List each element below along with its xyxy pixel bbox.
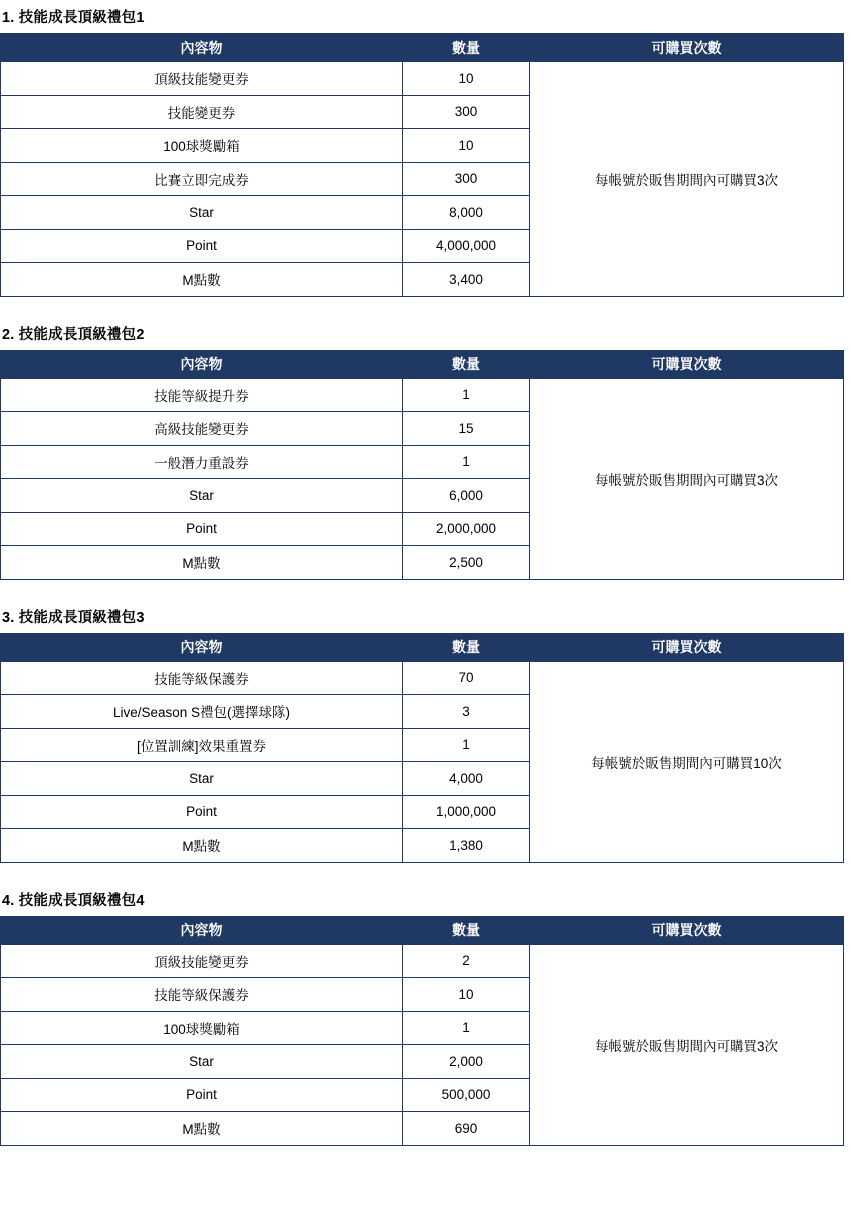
section-title: 2. 技能成長頂級禮包2 bbox=[2, 326, 145, 343]
cell-item: [位置訓練]效果重置券 bbox=[1, 728, 403, 762]
cell-quantity: 1 bbox=[403, 728, 530, 762]
cell-quantity: 690 bbox=[403, 1112, 530, 1146]
cell-quantity: 3 bbox=[403, 695, 530, 729]
column-header: 內容物 bbox=[1, 633, 403, 661]
column-header: 可購買次數 bbox=[530, 34, 844, 62]
cell-quantity: 10 bbox=[403, 978, 530, 1012]
cell-item: M點數 bbox=[1, 1112, 403, 1146]
column-header: 內容物 bbox=[1, 916, 403, 944]
cell-item: 100球獎勵箱 bbox=[1, 1011, 403, 1045]
cell-item: M點數 bbox=[1, 263, 403, 297]
cell-purchase-limit: 每帳號於販售期間內可購買3次 bbox=[530, 62, 844, 297]
cell-quantity: 3,400 bbox=[403, 263, 530, 297]
cell-item: Star bbox=[1, 479, 403, 513]
section-title: 4. 技能成長頂級禮包4 bbox=[2, 892, 145, 909]
cell-item: 技能等級保護券 bbox=[1, 661, 403, 695]
cell-quantity: 4,000 bbox=[403, 762, 530, 796]
cell-item: Point bbox=[1, 1078, 403, 1112]
cell-item: 技能等級提升券 bbox=[1, 378, 403, 412]
gift-pack-section bbox=[0, 6, 850, 297]
cell-purchase-limit: 每帳號於販售期間內可購買3次 bbox=[530, 378, 844, 579]
cell-quantity: 1,380 bbox=[403, 829, 530, 863]
column-header: 內容物 bbox=[1, 34, 403, 62]
cell-quantity: 500,000 bbox=[403, 1078, 530, 1112]
column-header: 可購買次數 bbox=[530, 633, 844, 661]
cell-item: 高級技能變更券 bbox=[1, 412, 403, 446]
cell-quantity: 8,000 bbox=[403, 196, 530, 230]
cell-purchase-limit: 每帳號於販售期間內可購買10次 bbox=[530, 661, 844, 862]
cell-item: Star bbox=[1, 762, 403, 796]
cell-item: M點數 bbox=[1, 829, 403, 863]
table-header-row bbox=[1, 350, 844, 378]
table-row bbox=[1, 944, 844, 978]
cell-quantity: 10 bbox=[403, 129, 530, 163]
cell-quantity: 300 bbox=[403, 162, 530, 196]
cell-item: Point bbox=[1, 512, 403, 546]
cell-item: M點數 bbox=[1, 546, 403, 580]
cell-item: Star bbox=[1, 1045, 403, 1079]
cell-item: Point bbox=[1, 229, 403, 263]
table-row bbox=[1, 378, 844, 412]
column-header: 數量 bbox=[403, 34, 530, 62]
gift-pack-section bbox=[0, 606, 850, 863]
cell-item: 100球獎勵箱 bbox=[1, 129, 403, 163]
gift-pack-table bbox=[0, 633, 844, 863]
column-header: 內容物 bbox=[1, 350, 403, 378]
column-header: 可購買次數 bbox=[530, 350, 844, 378]
cell-quantity: 1 bbox=[403, 378, 530, 412]
cell-quantity: 1 bbox=[403, 1011, 530, 1045]
cell-item: Star bbox=[1, 196, 403, 230]
gift-pack-table bbox=[0, 33, 844, 297]
gift-pack-section bbox=[0, 889, 850, 1146]
table-row bbox=[1, 661, 844, 695]
section-title: 1. 技能成長頂級禮包1 bbox=[2, 10, 145, 26]
table-row bbox=[1, 62, 844, 96]
cell-item: 技能等級保護券 bbox=[1, 978, 403, 1012]
cell-quantity: 2 bbox=[403, 944, 530, 978]
cell-quantity: 2,500 bbox=[403, 546, 530, 580]
column-header: 數量 bbox=[403, 916, 530, 944]
cell-item: 比賽立即完成券 bbox=[1, 162, 403, 196]
cell-quantity: 2,000,000 bbox=[403, 512, 530, 546]
cell-quantity: 4,000,000 bbox=[403, 229, 530, 263]
cell-item: 技能變更券 bbox=[1, 95, 403, 129]
section-title: 3. 技能成長頂級禮包3 bbox=[2, 609, 145, 626]
cell-item: Live/Season S禮包(選擇球隊) bbox=[1, 695, 403, 729]
cell-quantity: 300 bbox=[403, 95, 530, 129]
column-header: 數量 bbox=[403, 633, 530, 661]
column-header: 可購買次數 bbox=[530, 916, 844, 944]
cell-item: 頂級技能變更券 bbox=[1, 62, 403, 96]
cell-quantity: 1 bbox=[403, 445, 530, 479]
gift-pack-table bbox=[0, 350, 844, 580]
cell-quantity: 70 bbox=[403, 661, 530, 695]
cell-purchase-limit: 每帳號於販售期間內可購買3次 bbox=[530, 944, 844, 1145]
cell-item: Point bbox=[1, 795, 403, 829]
gift-pack-table bbox=[0, 916, 844, 1146]
table-header-row bbox=[1, 916, 844, 944]
cell-quantity: 15 bbox=[403, 412, 530, 446]
gift-pack-section bbox=[0, 323, 850, 580]
cell-item: 一般潛力重設券 bbox=[1, 445, 403, 479]
cell-quantity: 2,000 bbox=[403, 1045, 530, 1079]
sections-container bbox=[0, 6, 850, 1146]
cell-quantity: 6,000 bbox=[403, 479, 530, 513]
table-header-row bbox=[1, 34, 844, 62]
table-header-row bbox=[1, 633, 844, 661]
cell-item: 頂級技能變更券 bbox=[1, 944, 403, 978]
column-header: 數量 bbox=[403, 350, 530, 378]
cell-quantity: 1,000,000 bbox=[403, 795, 530, 829]
cell-quantity: 10 bbox=[403, 62, 530, 96]
